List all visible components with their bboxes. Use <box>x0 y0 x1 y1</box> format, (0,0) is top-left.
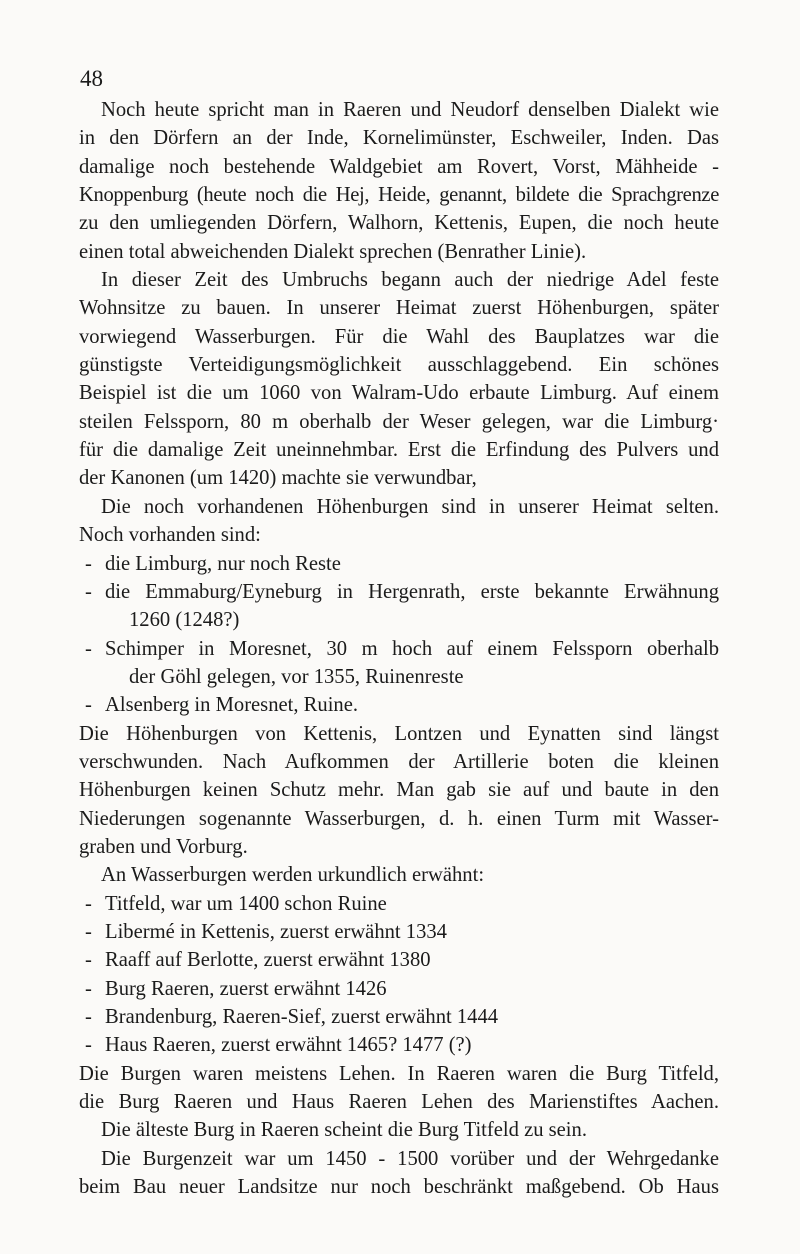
list-item-continuation: der Göhl gelegen, vor 1355, Ruinenreste <box>129 665 464 688</box>
list-item <box>79 890 719 918</box>
list-item-text: Burg Raeren, zuerst erwähnt 1426 <box>105 977 387 1000</box>
list-item <box>79 578 719 606</box>
list-item-text: Libermé in Kettenis, zuerst erwähnt 1334 <box>105 920 447 943</box>
text-line: Die noch vorhandenen Höhenburgen sind in unserer Heimat selten. <box>101 495 719 518</box>
text-line: verschwunden. Nach Aufkommen der Artillerie boten die kleinen <box>79 750 719 773</box>
list-item <box>79 975 719 1003</box>
list-dash: - <box>85 920 92 943</box>
text-line: Die älteste Burg in Raeren scheint die Burg Titfeld zu sein. <box>101 1119 587 1142</box>
list-dash: - <box>85 694 92 717</box>
text-line: für die damalige Zeit uneinnehmbar. Erst die Erfindung des Pulvers und <box>79 439 719 462</box>
text-line: Wohnsitze zu bauen. In unserer Heimat zuerst Höhenburgen, später <box>79 297 719 320</box>
text-line: in den Dörfern an der Inde, Kornelimünster, Eschweiler, Inden. Das <box>79 127 719 150</box>
list-item <box>79 550 719 578</box>
list-item-text: Brandenburg, Raeren-Sief, zuerst erwähnt 1444 <box>105 1006 499 1028</box>
list-dash: - <box>85 1034 92 1057</box>
text-line: Noch heute spricht man in Raeren und Neudorf denselben Dialekt wie <box>101 99 719 121</box>
list-item-continuation: 1260 (1248?) <box>129 609 240 632</box>
list-item <box>79 635 719 663</box>
list-item <box>79 1031 719 1059</box>
text-line: An Wasserburgen werden urkundlich erwähnt: <box>101 864 485 887</box>
text-line: steilen Felssporn, 80 m oberhalb der Weser gelegen, war die Limburg· <box>79 410 719 433</box>
text-line: günstigste Verteidigungsmöglichkeit ausschlaggebend. Ein schönes <box>79 354 719 377</box>
text-line: Die Burgenzeit war um 1450 - 1500 vorüber und der Wehrgedanke <box>101 1147 719 1170</box>
list-item-text: Titfeld, war um 1400 schon Ruine <box>105 892 387 915</box>
text-line: beim Bau neuer Landsitze nur noch beschränkt maßgebend. Ob Haus <box>79 1176 719 1199</box>
list-item-text: Haus Raeren, zuerst erwähnt 1465? 1477 (?) <box>105 1034 472 1057</box>
list-item-text: Raaff auf Berlotte, zuerst erwähnt 1380 <box>105 949 431 972</box>
text-line: In dieser Zeit des Umbruchs begann auch der niedrige Adel feste <box>101 269 719 292</box>
text-line: Die Höhenburgen von Kettenis, Lontzen und Eynatten sind längst <box>79 722 719 745</box>
text-line: zu den umliegenden Dörfern, Walhorn, Kettenis, Eupen, die noch heute <box>79 212 719 235</box>
text-line: die Burg Raeren und Haus Raeren Lehen des Marienstiftes Aachen. <box>79 1091 719 1114</box>
text-line: einen total abweichenden Dialekt sprechen (Benrather Linie). <box>79 240 587 263</box>
list-item <box>79 946 719 974</box>
text-line: Höhenburgen keinen Schutz mehr. Man gab sie auf und baute in den <box>79 779 719 802</box>
list-dash: - <box>85 949 92 972</box>
text-line: graben und Vorburg. <box>79 835 248 858</box>
list-dash: - <box>85 1006 92 1028</box>
list-item <box>79 691 719 719</box>
list-dash: - <box>85 977 92 1000</box>
list-item-text: Alsenberg in Moresnet, Ruine. <box>105 694 358 717</box>
text-line: Knoppenburg (heute noch die Hej, Heide, genannt, bildete die Sprachgrenze <box>79 184 719 207</box>
list-item-text: Schimper in Moresnet, 30 m hoch auf einem Felssporn oberhalb <box>105 637 719 660</box>
text-line: Die Burgen waren meistens Lehen. In Raeren waren die Burg Titfeld, <box>79 1062 719 1085</box>
list-item <box>79 918 719 946</box>
list-dash: - <box>85 552 92 575</box>
list-dash: - <box>85 637 92 660</box>
page-number: 48 <box>80 66 103 91</box>
text-line: damalige noch bestehende Waldgebiet am Rovert, Vorst, Mähheide - <box>79 155 719 178</box>
text-line: vorwiegend Wasserburgen. Für die Wahl des Bauplatzes war die <box>79 325 719 348</box>
list-item-text: die Limburg, nur noch Reste <box>105 552 341 575</box>
list-item-text: die Emmaburg/Eyneburg in Hergenrath, erste bekannte Erwähnung <box>105 580 719 603</box>
list-dash: - <box>85 580 92 603</box>
text-line: Niederungen sogenannte Wasserburgen, d. h. einen Turm mit Wasser- <box>79 807 719 830</box>
list-dash: - <box>85 892 92 915</box>
list-item <box>79 1003 719 1031</box>
text-line: Noch vorhanden sind: <box>79 524 261 547</box>
text-line: der Kanonen (um 1420) machte sie verwundbar, <box>79 467 477 490</box>
text-line: Beispiel ist die um 1060 von Walram-Udo erbaute Limburg. Auf einem <box>79 382 719 405</box>
body-text <box>79 96 719 1201</box>
